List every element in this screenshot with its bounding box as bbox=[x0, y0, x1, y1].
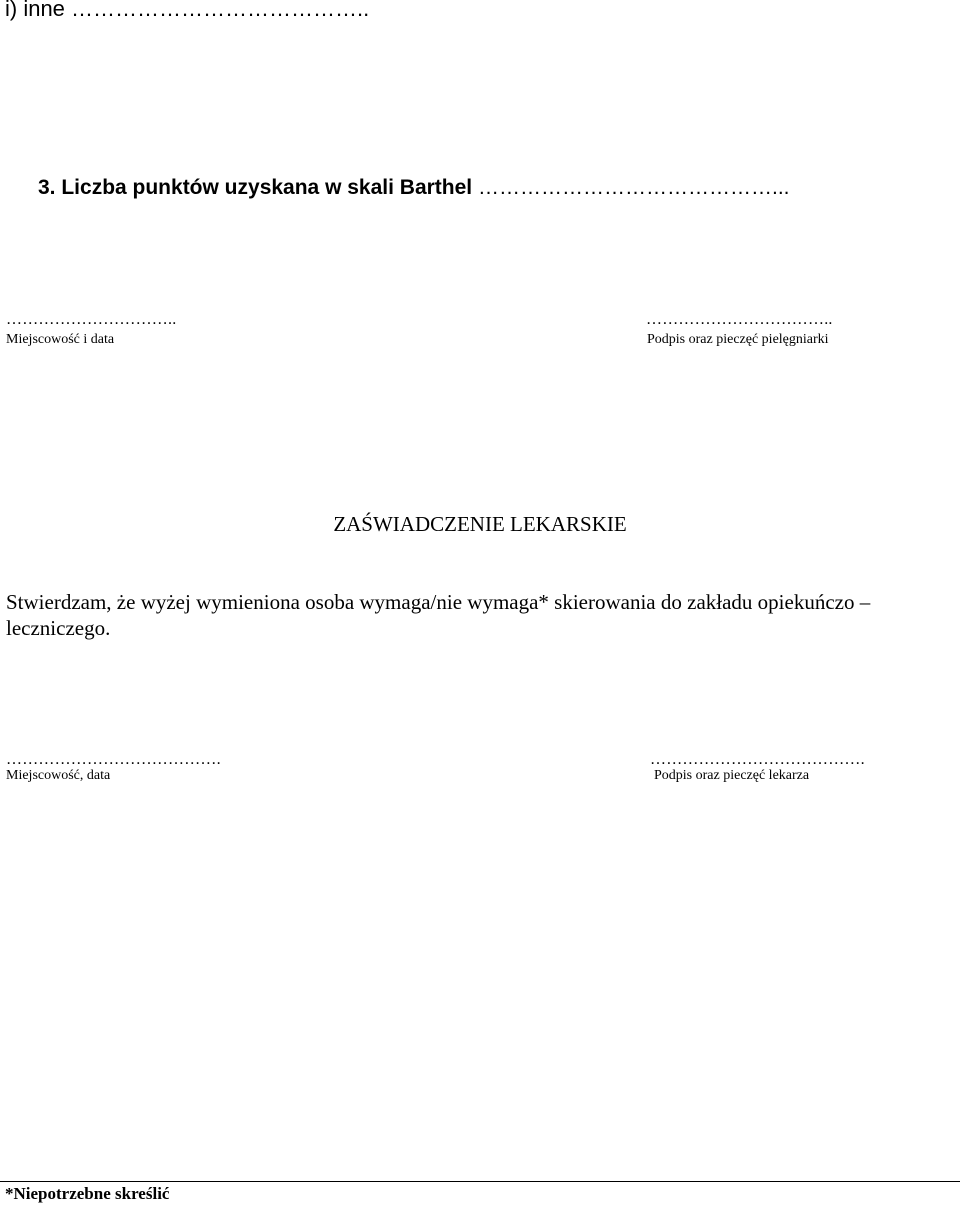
doctor-signature-dots: …………………………………. bbox=[650, 751, 865, 768]
barthel-score-label: 3. Liczba punktów uzyskana w skali Barthel bbox=[38, 176, 473, 199]
section-i-label: i) inne bbox=[5, 0, 65, 21]
doctor-place-date-caption: Miejscowość, data bbox=[6, 768, 111, 783]
certificate-title: ZAŚWIADCZENIE LEKARSKIE bbox=[333, 512, 627, 536]
nurse-place-date-caption: Miejscowość i data bbox=[6, 332, 115, 347]
doctor-place-date-dots: …………………………………. bbox=[6, 751, 221, 768]
nurse-signature-caption: Podpis oraz pieczęć pielęgniarki bbox=[647, 332, 829, 347]
doctor-signature-caption: Podpis oraz pieczęć lekarza bbox=[654, 768, 810, 783]
section-i-line bbox=[5, 0, 369, 22]
certificate-statement: Stwierdzam, że wyżej wymieniona osoba wymaga/nie wymaga* skierowania do zakładu opiekuńczo – leczniczego. bbox=[6, 590, 871, 640]
footnote-divider bbox=[0, 1181, 960, 1182]
barthel-score-fill-dots: ……………………………………... bbox=[477, 176, 790, 199]
nurse-signature-dots: …………………………….. bbox=[646, 311, 833, 328]
footnote: *Niepotrzebne skreślić bbox=[5, 1184, 170, 1203]
section-i-fill-dots: ………………………………….. bbox=[71, 0, 370, 21]
nurse-place-date-dots: ………………………….. bbox=[6, 311, 177, 328]
barthel-score-line bbox=[38, 176, 790, 200]
